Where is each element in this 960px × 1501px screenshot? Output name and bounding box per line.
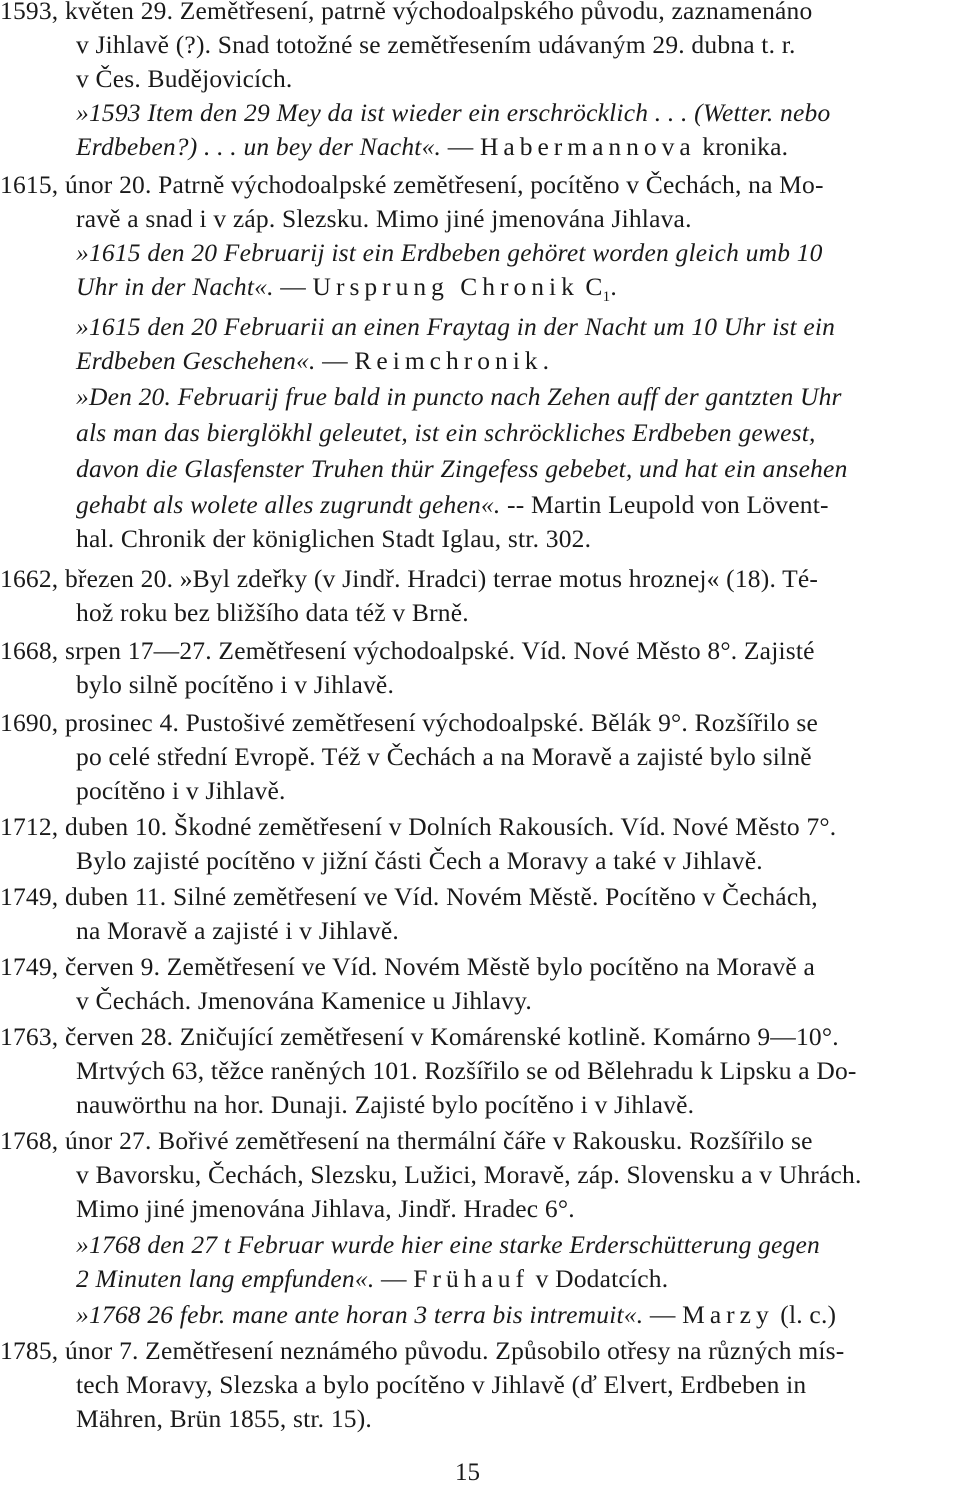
text-line: hal. Chronik der königlichen Stadt Iglau, str. 302. [76,524,592,553]
quote-line: »Den 20. Februarij frue bald in puncto nach Zehen auff der gantzten Uhr [76,382,842,411]
text-line: Mähren, Brün 1855, str. 15). [76,1404,372,1433]
source-name: Reimchronik [354,346,543,375]
quote-line: »1593 Item den 29 Mey da ist wieder ein erschröcklich . . . (Wetter. nebo [76,98,831,127]
text-line: 1768, únor 27. Bořivé zemětřesení na thermální čáře v Rakousku. Rozšířilo se [0,1126,813,1155]
source-name: Frühauf [413,1264,529,1293]
entry-date: 1749, červen 9. [0,952,161,981]
text-line: na Moravě a zajisté i v Jihlavě. [76,916,399,945]
entry-date: 1593, květen 29. [0,0,174,25]
text-line: 1749, duben 11. Silné zemětřesení ve Víd. Novém Městě. Pocítěno v Čechách, [0,882,818,911]
text-line: v Bavorsku, Čechách, Slezsku, Lužici, Moravě, záp. Slovensku a v Uhrách. [76,1160,862,1189]
quote-line: Erdbeben Geschehen«. — Reimchronik. [76,346,550,375]
quote-line: Erdbeben?) . . . un bey der Nacht«. — Habermannova kronika. [76,132,789,161]
text-line: po celé střední Evropě. Též v Čechách a na Moravě a zajisté bylo silně [76,742,812,771]
entry-date: 1615, únor 20. [0,170,152,199]
entry-date: 1749, duben 11. [0,882,167,911]
source-name: Ursprung Chronik [312,272,579,301]
text-line: Mimo jiné jmenována Jihlava, Jindř. Hradec 6°. [76,1194,575,1223]
text-line [0,0,960,28]
source-name: Habermannova [479,132,696,161]
text-line: 1785, únor 7. Zemětřesení neznámého původu. Způsobilo otřesy na různých mís- [0,1336,845,1365]
quote-line: als man das bierglökhl geleutet, ist ein schröckliches Erdbeben gewest, [76,418,816,447]
entry-date: 1668, srpen 17—27. [0,636,212,665]
text-line: 1712, duben 10. Škodné zemětřesení v Dolních Rakousích. Víd. Nové Město 7°. [0,812,837,841]
entry-date: 1763, červen 28. [0,1022,174,1051]
text-line: v Čechách. Jmenována Kamenice u Jihlavy. [76,986,532,1015]
entry-date: 1785, únor 7. [0,1336,139,1365]
quote-line: »1615 den 20 Februarij ist ein Erdbeben gehöret worden gleich umb 10 [76,238,823,267]
entry-text: Zemětřesení, patrně východoalpského původu, zaznamenáno [179,0,813,25]
quote-line: »1768 den 27 t Februar wurde hier eine starke Erderschütterung gegen [76,1230,820,1259]
entry-date: 1662, březen 20. [0,564,174,593]
text-line: ravě a snad i v záp. Slezsku. Mimo jiné jmenována Jihlava. [76,204,692,233]
quote-line: »1768 26 febr. mane ante horan 3 terra bis intremuit«. — Marzy (l. c.) [76,1300,837,1329]
quote-line: »1615 den 20 Februarii an einen Fraytag in der Nacht um 10 Uhr ist ein [76,312,836,341]
text-line: bylo silně pocítěno i v Jihlavě. [76,670,395,699]
text-line: 1749, červen 9. Zemětřesení ve Víd. Novém Městě bylo pocítěno na Moravě a [0,952,816,981]
page-number: 15 [455,1459,480,1486]
quote-line: davon die Glasfenster Truhen thür Zingefess gebebet, und hat ein ansehen [76,454,848,483]
text-line: 1763, červen 28. Zničující zemětřesení v Komárenské kotlině. Komárno 9—10°. [0,1022,839,1051]
text-line: Mrtvých 63, těžce raněných 101. Rozšířilo se od Bělehradu k Lipsku a Do- [76,1056,857,1085]
text-line: 1668, srpen 17—27. Zemětřesení východoalpské. Víd. Nové Město 8°. Zajisté [0,636,815,665]
text-line: 1615, únor 20. Patrně východoalpské zemětřesení, pocítěno v Čechách, na Mo- [0,170,824,199]
text-line: nauwörthu na hor. Dunaji. Zajisté bylo pocítěno i v Jihlavě. [76,1090,695,1119]
quote-line: Uhr in der Nacht«. — Ursprung Chronik $C_1$. [76,272,617,306]
text-line: 1662, březen 20. »Byl zdeřky (v Jindř. Hradci) terrae motus hroznej« (18). Té- [0,564,819,593]
text-line: Bylo zajisté pocítěno v jižní části Čech a Moravy a také v Jihlavě. [76,846,763,875]
entry-date: 1712, duben 10. [0,812,168,841]
quote-line: 2 Minuten lang empfunden«. — Frühauf v Dodatcích. [76,1264,669,1293]
text-line: hož roku bez bližšího data též v Brně. [76,598,469,627]
text-line: v Čes. Budějovicích. [76,64,293,93]
entry-date: 1768, únor 27. [0,1126,152,1155]
entry-date: 1690, prosinec 4. [0,708,180,737]
source-name: Marzy [682,1300,774,1329]
quote-line: gehabt als wolete alles zugrundt gehen«. -- Martin Leupold von Lövent- [76,490,829,519]
text-line: tech Moravy, Slezska a bylo pocítěno v Jihlavě (ď Elvert, Erdbeben in [76,1370,807,1399]
text-line: 1690, prosinec 4. Pustošivé zemětřesení východoalpské. Bělák 9°. Rozšířilo se [0,708,819,737]
text-line: v Jihlavě (?). Snad totožné se zemětřesením udávaným 29. dubna t. r. [76,30,796,59]
text-line: pocítěno i v Jihlavě. [76,776,286,805]
